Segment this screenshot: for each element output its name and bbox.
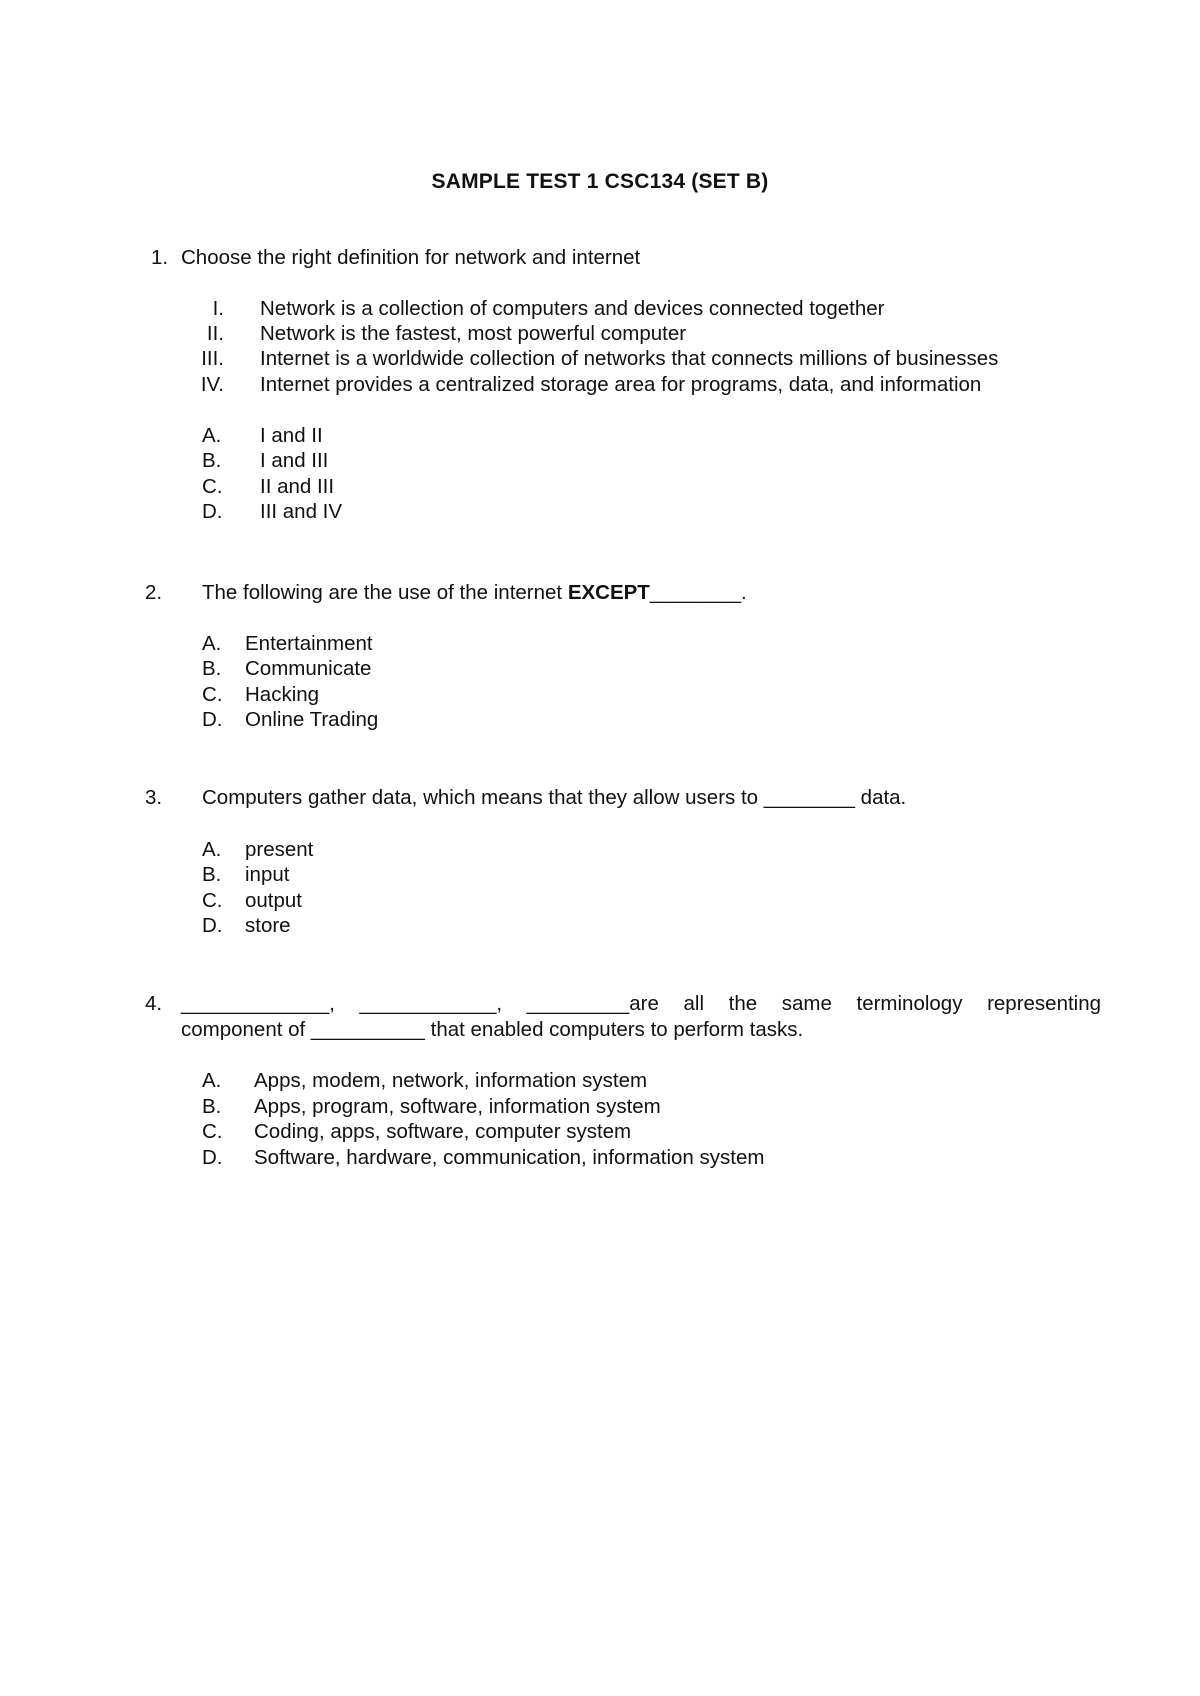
question-2-number: 2. — [145, 581, 163, 604]
q1-option-text: II and III — [260, 475, 335, 498]
q4-option-label: B. — [202, 1095, 222, 1118]
question-2-text — [202, 581, 747, 605]
q4-word: all — [683, 992, 705, 1015]
q1-statement-label: II. — [206, 322, 224, 345]
q4-option-text: Software, hardware, communication, information system — [254, 1146, 765, 1169]
q4-word: terminology — [856, 992, 963, 1015]
q1-option-text: I and III — [260, 449, 329, 472]
q3-option-label: B. — [202, 863, 222, 886]
q2-option-label: C. — [202, 683, 223, 706]
q4-word: same — [781, 992, 832, 1015]
q1-option-label: A. — [202, 424, 222, 447]
q3-option-text: output — [245, 889, 302, 912]
q4-word: ____________, — [359, 992, 503, 1015]
question-2-text-end: ________. — [649, 581, 747, 604]
q1-option-label: C. — [202, 475, 223, 498]
q3-option-label: C. — [202, 889, 223, 912]
q4-option-text: Coding, apps, software, computer system — [254, 1120, 632, 1143]
q1-option-text: III and IV — [260, 500, 343, 523]
q1-option-label: D. — [202, 500, 223, 523]
question-3-number: 3. — [145, 786, 163, 809]
q3-option-text: input — [245, 863, 290, 886]
q1-option-text: I and II — [260, 424, 323, 447]
q1-statement-text: Network is the fastest, most powerful computer — [260, 322, 687, 345]
q2-option-text: Entertainment — [245, 632, 373, 655]
question-2-except-keyword: EXCEPT — [567, 581, 650, 604]
page-title: SAMPLE TEST 1 CSC134 (SET B) — [431, 170, 769, 193]
q4-word: _____________, — [181, 992, 335, 1015]
q1-statement-text: Internet is a worldwide collection of networks that connects millions of businesses — [260, 347, 999, 370]
q2-option-label: A. — [202, 632, 222, 655]
question-3-text: Computers gather data, which means that they allow users to ________ data. — [202, 786, 907, 809]
q3-option-label: D. — [202, 914, 223, 937]
question-2-text-start: The following are the use of the internet — [202, 581, 568, 604]
q1-option-label: B. — [202, 449, 222, 472]
q1-statement-text: Network is a collection of computers and devices connected together — [260, 297, 885, 320]
q3-option-text: store — [245, 914, 291, 937]
q4-word: representing — [987, 992, 1102, 1015]
q4-option-label: A. — [202, 1069, 222, 1092]
q4-option-label: C. — [202, 1120, 223, 1143]
q2-option-label: B. — [202, 657, 222, 680]
q2-option-text: Hacking — [245, 683, 320, 706]
q1-statement-label: III. — [201, 347, 224, 370]
q1-statement-label: IV. — [200, 373, 224, 396]
q1-statement-text: Internet provides a centralized storage area for programs, data, and information — [260, 373, 982, 396]
question-4-text-line-1 — [181, 992, 1101, 1016]
q4-option-text: Apps, program, software, information system — [254, 1095, 661, 1118]
q4-option-label: D. — [202, 1146, 223, 1169]
question-1-text: Choose the right definition for network and internet — [181, 246, 641, 269]
q4-option-text: Apps, modem, network, information system — [254, 1069, 648, 1092]
q4-word: the — [728, 992, 758, 1015]
q2-option-label: D. — [202, 708, 223, 731]
q1-statement-label: I. — [212, 297, 224, 320]
q3-option-text: present — [245, 838, 314, 861]
q2-option-text: Communicate — [245, 657, 372, 680]
question-1-number: 1. — [151, 246, 169, 269]
q2-option-text: Online Trading — [245, 708, 379, 731]
question-4-text-line-2: component of __________ that enabled computers to perform tasks. — [181, 1018, 804, 1041]
question-4-number: 4. — [145, 992, 163, 1015]
q3-option-label: A. — [202, 838, 222, 861]
q4-word: _________are — [526, 992, 659, 1015]
